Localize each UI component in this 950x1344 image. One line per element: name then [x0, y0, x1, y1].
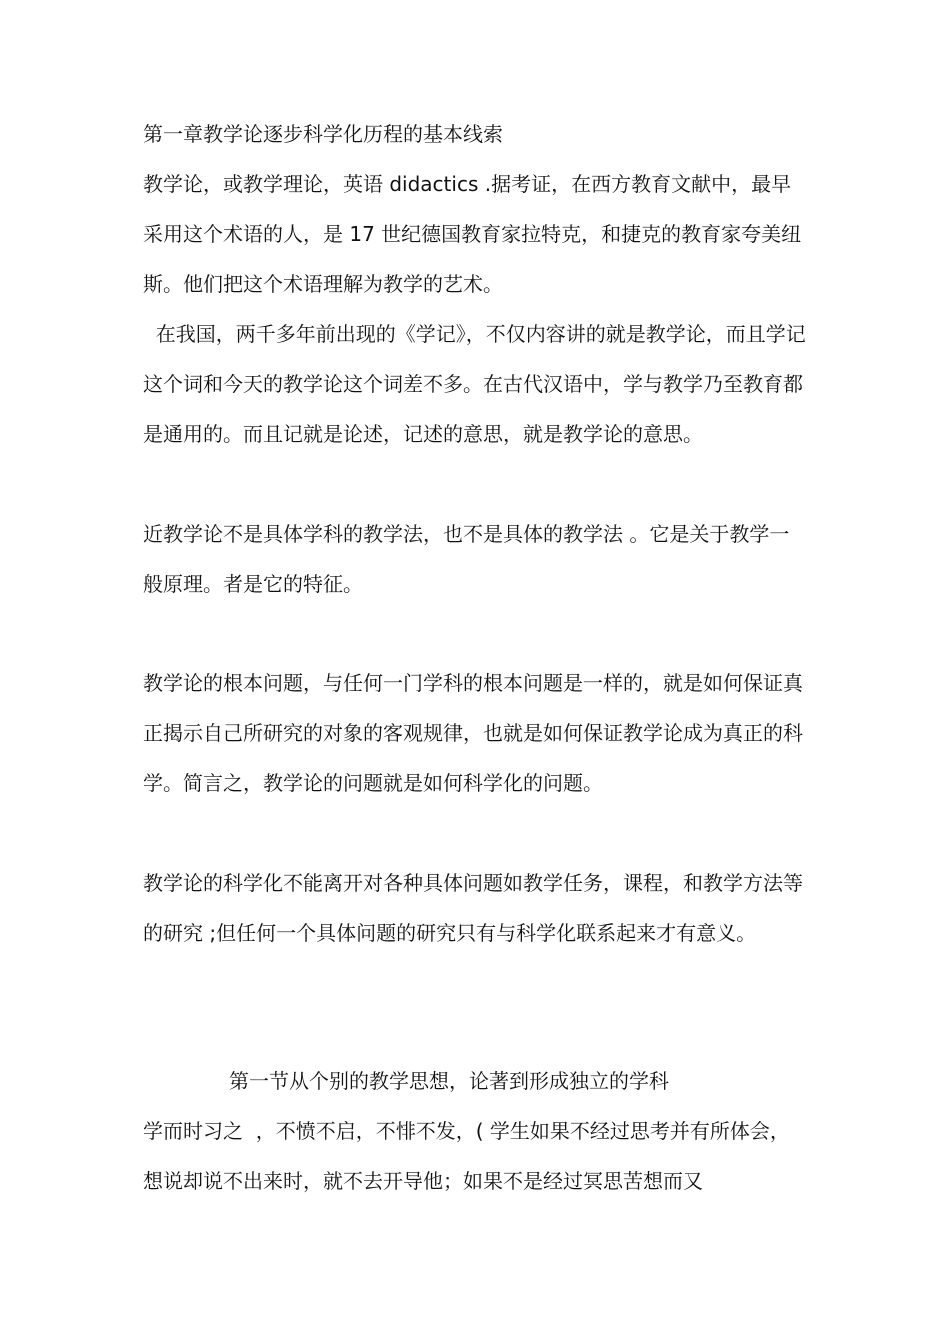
paragraph-intro: 教学论，或教学理论，英语 didactics .据考证，在西方教育文献中，最早采用这个术语的人，是 17 世纪德国教育家拉特克，和捷克的教育家夸美纽斯。他们把这个术语理解为教学的艺术。: [143, 172, 802, 296]
paragraph-fundamental-problem: 教学论的根本问题，与任何一门学科的根本问题是一样的，就是如何保证真正揭示自己所研究的对象的客观规律，也就是如何保证教学论成为真正的科学。简言之，教学论的问题就是如何科学化的问题。: [143, 671, 803, 795]
paragraph-scientization: 教学论的科学化不能离开对各种具体问题如教学任务，课程，和教学方法等的研究 ;但任何一个具体问题的研究只有与科学化联系起来才有意义。: [143, 871, 803, 945]
section-title: 第一节从个别的教学思想，论著到形成独立的学科: [229, 1069, 669, 1093]
paragraph-xueji: 在我国，两千多年前出现的《学记》，不仅内容讲的就是教学论，而且学记这个词和今天的教学论这个词差不多。在古代汉语中，学与教学乃至教育都是通用的。而且记就是论述，记述的意思，就是教学论的意思。: [143, 322, 806, 446]
chapter-title: 第一章教学论逐步科学化历程的基本线索: [143, 122, 503, 146]
paragraph-characteristics: 近教学论不是具体学科的教学法，也不是具体的教学法 。它是关于教学一般原理。者是它的特征。: [143, 522, 790, 596]
section-paragraph: 学而时习之 ，不愤不启，不悱不发，( 学生如果不经过思考并有所体会，想说却说不出来时，就不去开导他；如果不是经过冥思苦想而又: [143, 1119, 790, 1193]
